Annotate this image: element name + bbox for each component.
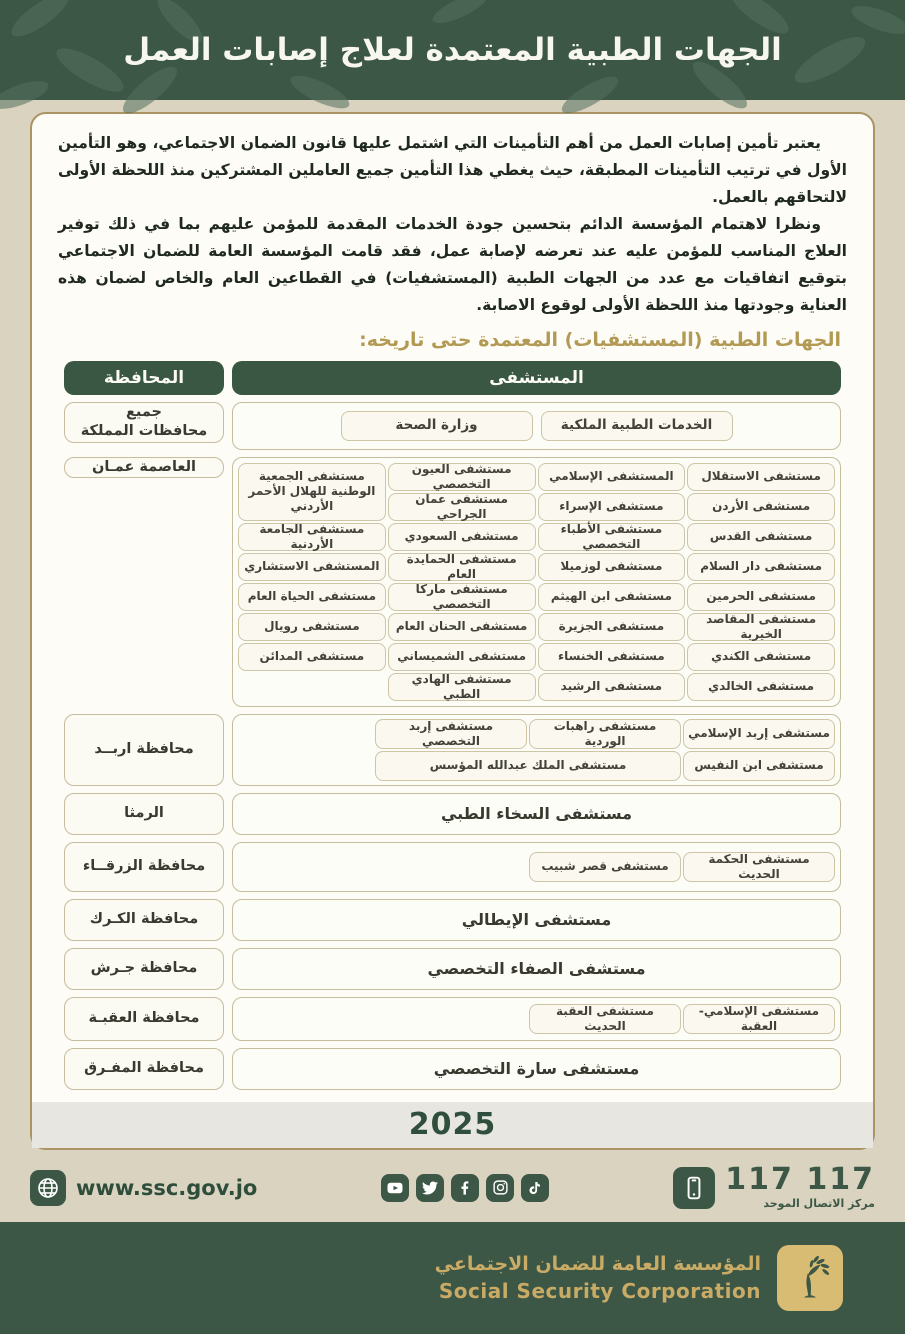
hospital-box: مستشفى العقبة الحديث — [529, 1004, 681, 1034]
hospital-box: الخدمات الطبية الملكية — [541, 411, 733, 441]
aqaba-subrow — [529, 1004, 835, 1034]
hospital-box: مستشفى السعودي — [388, 523, 536, 551]
olive-tree-icon — [786, 1254, 834, 1302]
organization-name-arabic: المؤسسة العامة للضمان الاجتماعي — [434, 1252, 761, 1275]
hospital-box: مستشفى الخالدي — [687, 673, 835, 701]
mafraq-hospitals-cell — [232, 1048, 841, 1090]
table-header-row — [64, 361, 841, 395]
irbid-subrow-2 — [238, 751, 835, 781]
hospital-box: مستشفى الحمايدة العام — [388, 553, 536, 581]
governorate-label-mafraq: محافظة المفـرق — [64, 1048, 224, 1090]
hospital-box: مستشفى لوزميلا — [538, 553, 686, 581]
hospital-column-header: المستشفى — [232, 361, 841, 395]
amman-column-2 — [538, 463, 686, 701]
table-row-aqaba — [64, 997, 841, 1041]
governorate-label-karak: محافظة الكـرك — [64, 899, 224, 941]
hospital-box: المستشفى الاستشاري — [238, 553, 386, 581]
amman-column-1 — [687, 463, 835, 701]
hospital-box: مستشفى المدائن — [238, 643, 386, 671]
website-url[interactable]: www.ssc.gov.jo — [76, 1175, 258, 1200]
table-row-ramtha — [64, 793, 841, 835]
karak-hospitals-cell — [232, 899, 841, 941]
hospital-box: وزارة الصحة — [341, 411, 533, 441]
hospital-name: مستشفى الإيطالي — [461, 910, 612, 930]
hospital-box: مستشفى القدس — [687, 523, 835, 551]
call-center-label: مركز الاتصال الموحد — [763, 1197, 875, 1211]
twitter-icon[interactable] — [416, 1174, 444, 1202]
call-center-number-block — [725, 1162, 875, 1211]
governorate-label-kingdom — [64, 402, 224, 443]
hospital-box: مستشفى الحياة العام — [238, 583, 386, 611]
irbid-hospitals-cell — [232, 714, 841, 786]
governorate-label-line: جميع — [126, 403, 162, 420]
governorate-column-header: المحافظة — [64, 361, 224, 395]
section-title: الجهات الطبية (المستشفيات) المعتمدة حتى تاريخه: — [359, 328, 841, 351]
hospital-box: مستشفى الأطباء التخصصي — [538, 523, 686, 551]
hospital-box: مستشفى عمان الجراحي — [388, 493, 536, 521]
hospital-box: مستشفى الحنان العام — [388, 613, 536, 641]
hospital-box: مستشفى الكندي — [687, 643, 835, 671]
facebook-icon[interactable] — [451, 1174, 479, 1202]
hospital-box: مستشفى الإسلامي-العقبة — [683, 1004, 835, 1034]
irbid-subrow-1 — [238, 719, 835, 749]
kingdom-hospitals-cell — [232, 402, 841, 450]
hospital-box: مستشفى ابن النفيس — [683, 751, 835, 781]
hospital-box: مستشفى الأردن — [687, 493, 835, 521]
youtube-icon[interactable] — [381, 1174, 409, 1202]
hospital-box: مستشفى راهبات الوردية — [529, 719, 681, 749]
amman-column-4 — [238, 463, 386, 671]
hospital-box: مستشفى قصر شبيب — [529, 852, 681, 882]
hospital-box: مستشفى الحكمة الحديث — [683, 852, 835, 882]
hospital-box: مستشفى ماركا التخصصي — [388, 583, 536, 611]
governorate-label-ramtha: الرمثا — [64, 793, 224, 835]
hospital-name: مستشفى سارة التخصصي — [433, 1059, 640, 1079]
hospital-box: مستشفى الإسراء — [538, 493, 686, 521]
call-center-number[interactable]: 117 117 — [725, 1162, 875, 1198]
hospital-box: مستشفى الجمعية الوطنية للهلال الأحمر الأردني — [238, 463, 386, 521]
hospital-box: المستشفى الإسلامي — [538, 463, 686, 491]
footer — [0, 1222, 905, 1334]
table-row-kingdom — [64, 402, 841, 450]
intro-paragraph-1: يعتبر تأمين إصابات العمل من أهم التأمينات التي اشتمل عليها قانون الضمان الاجتماعي، وهو التأمين الأول في ترتيب التأمينات المطبقة، حيث يغطي هذا التأمين جميع العاملين المشتركين منذ اللحظة الأولى لالتحاقهم بالعمل. — [58, 134, 847, 206]
hospital-box: مستشفى الحرمين — [687, 583, 835, 611]
aqaba-hospitals-cell — [232, 997, 841, 1041]
governorate-label-irbid: محافظة اربــد — [64, 714, 224, 786]
content-card — [30, 112, 875, 1150]
hospital-box: مستشفى الهادي الطبي — [388, 673, 536, 701]
hospital-box: مستشفى العيون التخصصي — [388, 463, 536, 491]
hospitals-table — [32, 361, 873, 1090]
table-row-irbid — [64, 714, 841, 786]
hospital-name: مستشفى السخاء الطبي — [440, 804, 633, 824]
hospital-name: مستشفى الصفاء التخصصي — [427, 959, 646, 979]
table-row-zarqa — [64, 842, 841, 892]
ramtha-hospitals-cell — [232, 793, 841, 835]
organization-name-english: Social Security Corporation — [438, 1278, 761, 1303]
table-row-jerash — [64, 948, 841, 990]
hospital-box: مستشفى المقاصد الخيرية — [687, 613, 835, 641]
page-title: الجهات الطبية المعتمدة لعلاج إصابات العمل — [123, 32, 782, 68]
hospital-box: مستشفى ابن الهيثم — [538, 583, 686, 611]
table-row-karak — [64, 899, 841, 941]
hospital-box: مستشفى الملك عبدالله المؤسس — [375, 751, 681, 781]
governorate-label-zarqa: محافظة الزرقــاء — [64, 842, 224, 892]
amman-column-3 — [388, 463, 536, 701]
hospital-box: مستشفى الرشيد — [538, 673, 686, 701]
globe-icon — [30, 1170, 66, 1206]
zarqa-subrow — [529, 852, 835, 882]
intro-text — [32, 114, 873, 321]
phone-icon — [673, 1167, 715, 1209]
jerash-hospitals-cell — [232, 948, 841, 990]
table-row-mafraq — [64, 1048, 841, 1090]
zarqa-hospitals-cell — [232, 842, 841, 892]
year-label: 2025 — [408, 1107, 497, 1143]
tiktok-icon[interactable] — [521, 1174, 549, 1202]
governorate-label-line: محافظات المملكة — [80, 423, 208, 440]
hospital-box: مستشفى الاستقلال — [687, 463, 835, 491]
call-center-group — [673, 1162, 875, 1211]
social-icons — [381, 1174, 549, 1202]
hospital-box: مستشفى الشميساني — [388, 643, 536, 671]
governorate-label-jerash: محافظة جـرش — [64, 948, 224, 990]
hospital-box: مستشفى إربد الإسلامي — [683, 719, 835, 749]
instagram-icon[interactable] — [486, 1174, 514, 1202]
year-bar — [32, 1102, 873, 1148]
hospital-box: مستشفى دار السلام — [687, 553, 835, 581]
page-header — [0, 0, 905, 100]
website-group[interactable] — [30, 1170, 257, 1206]
hospital-box: مستشفى الجزيرة — [538, 613, 686, 641]
hospital-box: مستشفى الخنساء — [538, 643, 686, 671]
contact-strip — [30, 1160, 875, 1216]
table-row-amman — [64, 457, 841, 707]
hospital-box: مستشفى الجامعة الأردنية — [238, 523, 386, 551]
hospital-box: مستشفى رويال — [238, 613, 386, 641]
governorate-label-aqaba: محافظة العقبـة — [64, 997, 224, 1041]
organization-name-block — [435, 1253, 761, 1303]
hospital-box: مستشفى إربد التخصصي — [375, 719, 527, 749]
governorate-label-amman: العاصمة عمـان — [64, 457, 224, 479]
amman-hospitals-cell — [232, 457, 841, 707]
ssc-logo — [777, 1245, 843, 1311]
intro-paragraph-2: ونظرا لاهتمام المؤسسة الدائم بتحسين جودة الخدمات المقدمة للمؤمن عليهم بما في ذلك توفير العلاج المناسب للمؤمن عليه عند تعرضه لإصابة عمل، فقد قامت المؤسسة العامة للضمان الاجتماعي بتوقيع اتفاقيات مع عدد من الجهات الطبية (المستشفيات) في القطاعين العام والخاص لضمان هذه العناية وجودتها منذ اللحظة الأولى لوقوع الاصابة. — [58, 214, 847, 314]
